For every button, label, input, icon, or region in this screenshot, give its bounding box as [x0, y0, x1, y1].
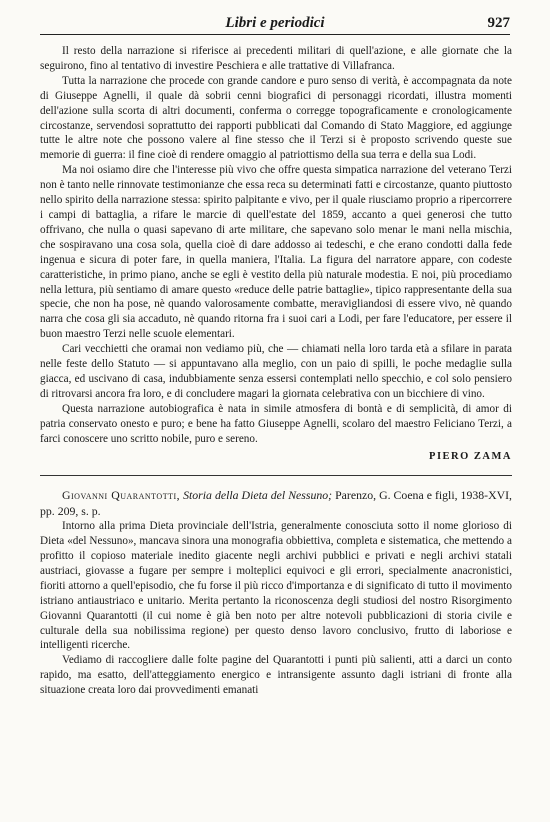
paragraph: Vediamo di raccogliere dalle folte pagine del Quarantotti i punti più salienti, atti a darci un conto rapido, ma esatto, dell'atteggiamento energico e intransigente assunto dagli istriani di fronte alla situazione creata loro dai provvedimenti emanati — [40, 654, 512, 697]
section-divider — [40, 475, 512, 476]
paragraph: Intorno alla prima Dieta provinciale dell'Istria, generalmente conosciuta sotto il nome glorioso di Dieta «del Nessuno», mancava sinora una monografia obbiettiva, completa e sistematica, che mettendo a profitto il copioso materiale inedito giacente negli archivi pubblici e privati e negli archivi statali austriaci, giovasse a fugare per sempre i molteplici equivoci e gli errori, specialmente anacronistici, fioriti attorno a quell'episodio, che fu forse il più ricco d'importanza e di significato di tutto il movimento istriano antiaustriaco e unitario. Merita pertanto la riconoscenza degli studiosi del nostro Risorgimento Giovanni Quarantotti (il cui nome è già ben noto per altre notevoli pubblicazioni di storia civile e culturale della sua nobilissima regione) per questo denso lavoro conclusivo, frutto di laboriose e intelligenti ricerche. — [40, 520, 512, 652]
reference-details: Parenzo, G. Coena e figli, 1938-XVI, pp. 209, s. p. — [40, 488, 512, 518]
author-signature: PIERO ZAMA — [429, 451, 512, 463]
running-header — [40, 14, 510, 35]
paragraph: Ma noi osiamo dire che l'interesse più vivo che offre questa simpatica narrazione del veterano Terzi non è tanto nelle rinnovate testimonianze che essa reca su determinati fatti e circostanze, quanto piuttosto nello spirito della narrazione stessa: spirito palpitante e vivo, per il quale riusciamo proprio a ripercorrere i campi di battaglia, a rifare le marcie di quell'estate del 1859, accanto a quei generosi che tutto offrivano, che nulla o quasi sapevano di arte militare, che sapevano solo menar le mani nella mischia, che sospiravano una cosa sola, quella cioè di dare addosso ai tedeschi, e che erano condotti dalla fede ingenua e sicura di poter fare, in quella maniera, l'Italia. La figura del narratore appare, con codeste caratteristiche, in primo piano, anche se egli è vestito della più naturale modestia. E noi, più procediamo nella lettura, più sentiamo di amare questo «reduce delle patrie battaglie», tipico rappresentante della sua specie, che non ha pose, nè quando valorosamente combatte, meravigliandosi di essere vivo, nè quando narra che cosa gli sia accaduto, nè quando ritorna fra i suoi cari a Lodi, per fare l'educatore, per essere il buon maestro Terzi nelle scuole elementari. — [40, 164, 512, 341]
section-title: Libri e periodici — [225, 15, 325, 31]
bibliographic-reference — [40, 488, 512, 519]
reference-title: Storia della Dieta del Nessuno; — [183, 488, 333, 503]
page-number: 927 — [487, 15, 510, 31]
paragraph: Il resto della narrazione si riferisce ai precedenti militari di quell'azione, e alle giornate che la seguirono, fino al tentativo di investire Peschiera e alle trattative di Villafranca. — [40, 45, 512, 72]
paragraph: Cari vecchietti che oramai non vediamo più, che — chiamati nella loro tarda età a sfilare in parata nelle feste dello Statuto — si appuntavano alla meglio, con un paio di spilli, le poche medaglie sulla giacca, ed uscivano di casa, indubbiamente senza essersi contemplati nello specchio, e col solo pensiero di ritrovarsi ancora fra loro, e di concludere magari la giornata celebrativa con un bicchiere di vino. — [40, 343, 512, 400]
text-body — [40, 44, 512, 698]
reference-author: Giovanni Quarantotti, — [62, 488, 181, 503]
paragraph: Tutta la narrazione che procede con grande candore e puro senso di verità, è accompagnata da note di Giuseppe Agnelli, il quale dà sobrii cenni biografici di personaggi ricordati, illustra momenti dell'azione sulla scorta di altri documenti, conferma o corregge topograficamente e cronologicamente circostanze, servendosi soprattutto dei rapporti pubblicati dal Comando di Stato Maggiore, ed aggiunge tutte le altre note che possono valere al fine stesso che il Terzi si è proposto scrivendo queste sue memorie di guerra: il fine cioè di rendere omaggio al patriottismo della sua terra e della sua Lodi. — [40, 74, 512, 162]
paragraph: Questa narrazione autobiografica è nata in simile atmosfera di bontà e di semplicità, di amor di patria conservato onesto e puro; e bene ha fatto Giuseppe Agnelli, scolaro del maestro Feliciano Terzi, a farci conoscere uno scritto nobile, puro e sereno. — [40, 402, 512, 445]
